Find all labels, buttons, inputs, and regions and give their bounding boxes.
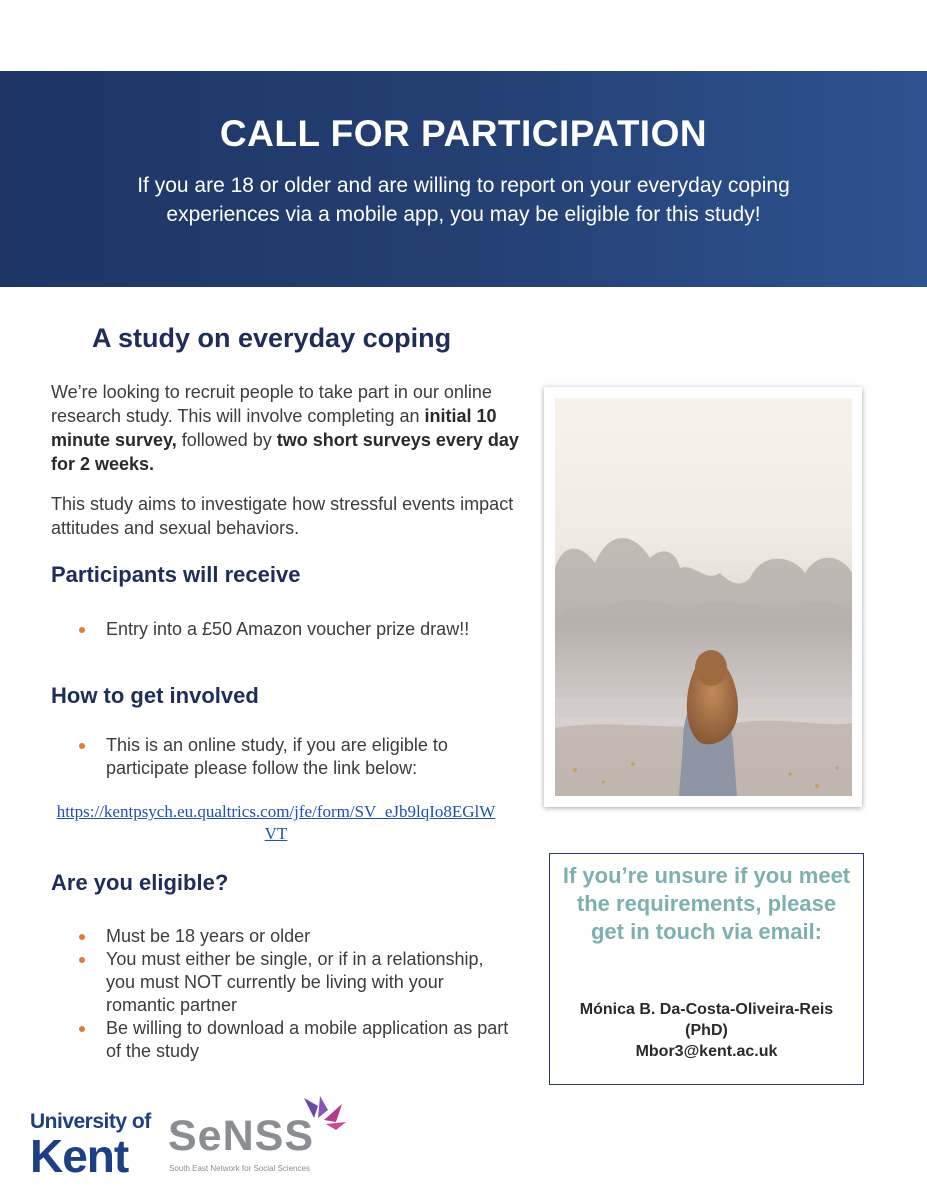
bullet-icon — [79, 627, 85, 633]
receive-heading: Participants will receive — [51, 562, 301, 587]
bullet-icon — [79, 934, 85, 940]
contact-email[interactable]: Mbor3@kent.ac.uk — [635, 1043, 778, 1060]
list-item: You must either be single, or if in a relationship, you must NOT currently be living with your romantic partner — [51, 948, 511, 1017]
contact-heading: If you’re unsure if you meet the requirements, please get in touch via email: — [562, 863, 851, 944]
senss-logo-text: SeNSS — [168, 1112, 315, 1160]
university-of-kent-logo — [30, 1110, 155, 1180]
involved-heading: How to get involved — [51, 683, 259, 708]
list-item: Entry into a £50 Amazon voucher prize draw!! — [51, 618, 511, 641]
senss-tagline: South East Network for Social Sciences — [169, 1164, 310, 1173]
study-intro-paragraph — [51, 380, 521, 476]
list-item: This is an online study, if you are eligible to participate please follow the link below: — [51, 734, 511, 780]
study-title: A study on everyday coping — [92, 323, 452, 353]
contact-box — [549, 853, 864, 1085]
contact-degree: (PhD) — [685, 1022, 728, 1039]
contact-name: Mónica B. Da-Costa-Oliveira-Reis — [579, 1001, 834, 1018]
intro-bold-1: initial 10 minute survey, — [51, 406, 497, 450]
kent-logo-top: University of — [30, 1110, 151, 1133]
intro-text-2: followed by — [176, 430, 277, 450]
banner-title: CALL FOR PARTICIPATION — [219, 113, 708, 154]
header-banner — [0, 71, 927, 287]
intro-bold-2: two short surveys every day for 2 weeks. — [51, 430, 519, 474]
list-item: Be willing to download a mobile application as part of the study — [51, 1017, 511, 1063]
bullet-icon — [79, 743, 85, 749]
eligible-list — [51, 925, 511, 1063]
photo-frame — [544, 387, 862, 807]
receive-list — [51, 618, 511, 641]
photo-illustration — [555, 398, 852, 796]
bullet-icon — [79, 1026, 85, 1032]
bullet-icon — [79, 957, 85, 963]
study-aim-paragraph: This study aims to investigate how stressful events impact attitudes and sexual behaviors. — [51, 494, 514, 538]
senss-logo — [168, 1092, 348, 1182]
intro-text-1: We’re looking to recruit people to take part in our online research study. This will involve completing an — [51, 382, 492, 426]
eligible-heading: Are you eligible? — [51, 870, 229, 895]
involved-list — [51, 734, 511, 780]
list-item: Must be 18 years or older — [51, 925, 511, 948]
woman-in-misty-field-photo — [555, 398, 852, 796]
banner-subtitle: If you are 18 or older and are willing to report on your everyday coping experiences via a mobile app, you may be eligible for this study! — [137, 174, 790, 226]
contact-details — [555, 999, 858, 1062]
kent-logo-main: Kent — [30, 1130, 129, 1182]
survey-link[interactable]: https://kentpsych.eu.qualtrics.com/jfe/form/SV_eJb9lqIo8EGlWVT — [56, 802, 496, 843]
